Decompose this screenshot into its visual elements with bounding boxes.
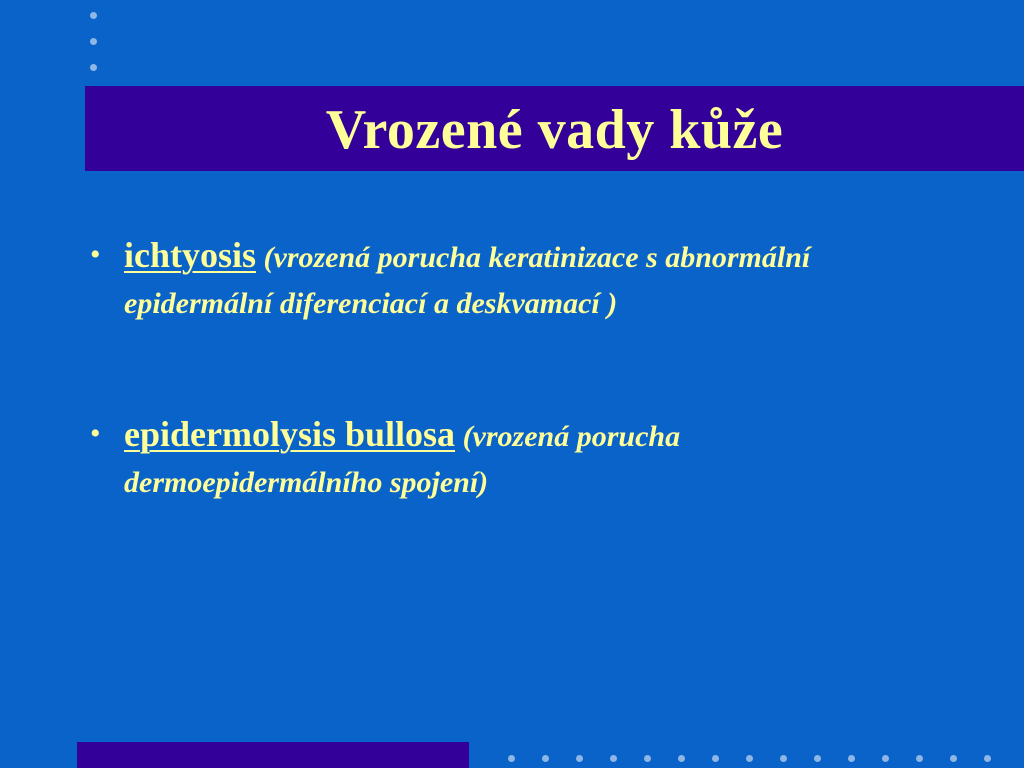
term-description: (vrozená porucha keratinizace s abnormální epidermální diferenciací a deskvamací ) — [124, 241, 811, 320]
term-link[interactable]: epidermolysis bullosa — [124, 414, 456, 454]
bullet-item — [90, 411, 870, 506]
decorative-dot — [508, 755, 515, 762]
term-description: (vrozená porucha dermoepidermálního spojení) — [124, 420, 681, 499]
decorative-dot — [814, 755, 821, 762]
decorative-dot — [576, 755, 583, 762]
decorative-dot — [610, 755, 617, 762]
decorative-dot — [984, 755, 991, 762]
term-link[interactable]: ichtyosis — [124, 235, 257, 275]
decorative-dot — [882, 755, 889, 762]
decorative-dot — [90, 38, 97, 45]
decorative-dot — [780, 755, 787, 762]
bullet-icon: • — [90, 238, 101, 271]
decorative-dot — [678, 755, 685, 762]
decorative-dot — [950, 755, 957, 762]
decorative-dot — [90, 64, 97, 71]
bullet-item — [90, 232, 870, 327]
decorative-dot — [712, 755, 719, 762]
decorative-dot — [542, 755, 549, 762]
decorative-dot — [90, 12, 97, 19]
decorative-dot — [916, 755, 923, 762]
decorative-dot — [644, 755, 651, 762]
bullet-icon: • — [90, 417, 101, 450]
title-bar — [85, 86, 1024, 171]
decorative-dot — [746, 755, 753, 762]
slide-title: Vrozené vady kůže — [325, 99, 784, 161]
bottom-bar — [77, 742, 469, 768]
decorative-dot — [848, 755, 855, 762]
bullet-list — [90, 232, 870, 506]
